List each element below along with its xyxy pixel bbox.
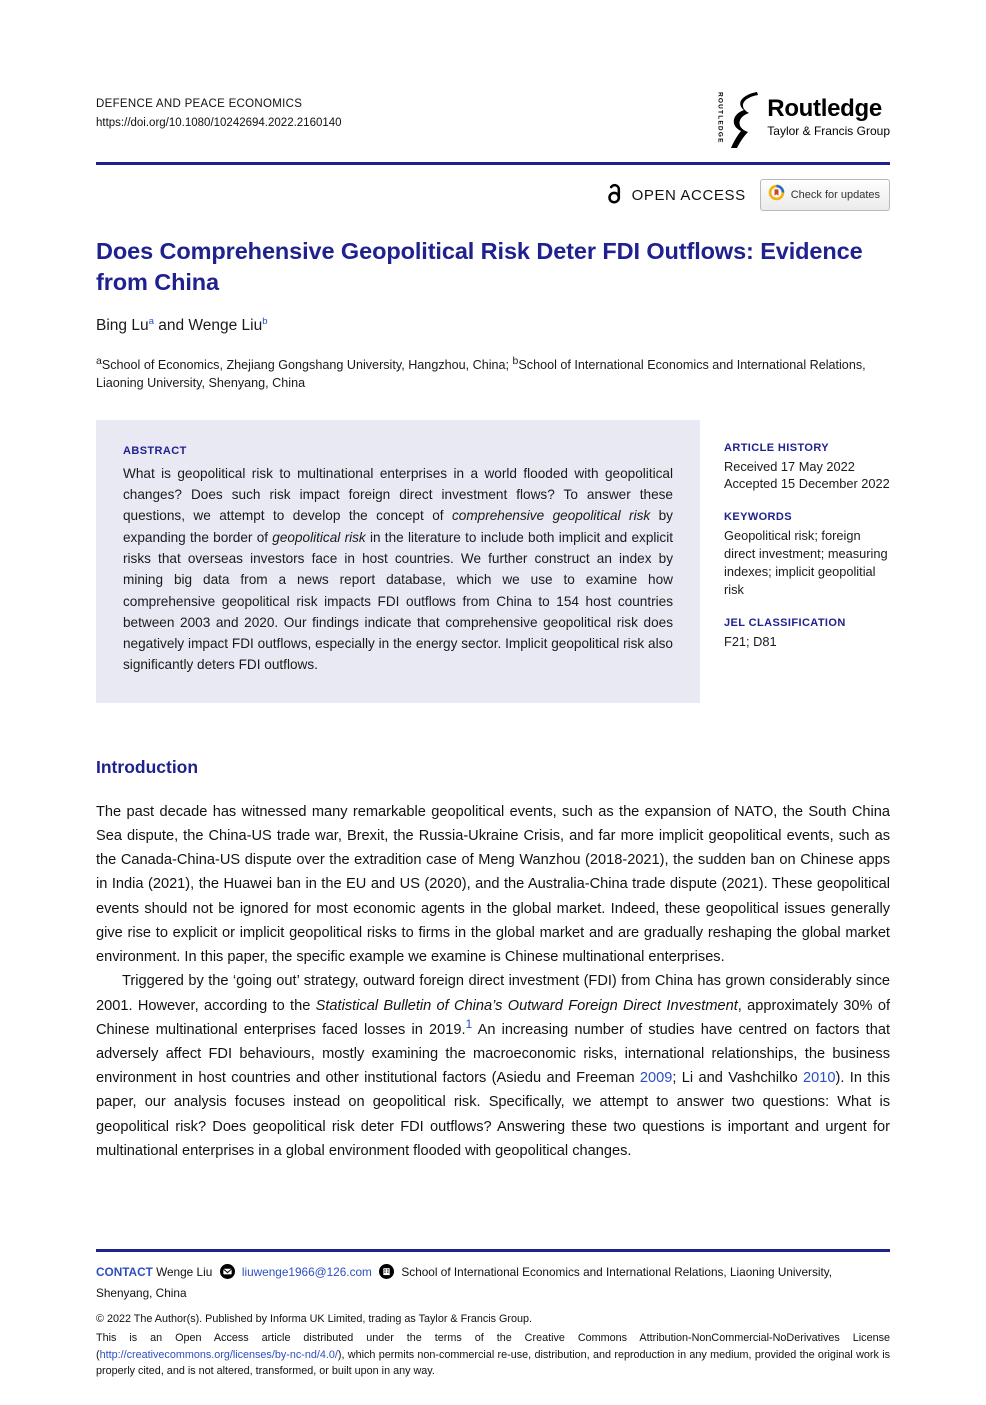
article-meta-sidebar [700,420,890,703]
open-access-row [96,180,890,210]
authors-line: Bing Lu$^a$ and Wenge Liu$^b$ [96,315,268,335]
intro-paragraph-2: Triggered by the ‘going out’ strategy, outward foreign direct investment (FDI) from China has grown considerably since 2001. However, according to the Statistical Bulletin of China’s Outward Foreign Direct Investment, approximately 30% of Chinese multinational enterprises faced losses in 2019.$^1$ An increasing number of studies have centred on factors that adversely affect FDI behaviours, mostly examining the macroeconomic risks, international relationships, the business environment in host countries and other institutional factors (Asiedu and Freeman 2009; Li and Vashchilko 2010). In this paper, our analysis focuses instead on geopolitical risk. Specifically, we attempt to answer two questions: What is geopolitical risk? Does geopolitical risk deter FDI outflows? Answering these two questions is important and urgent for multinational enterprises in a global environment flooded with geopolitical changes. [96,973,890,1159]
journal-name: DEFENCE AND PEACE ECONOMICS [96,98,303,110]
keywords-label: KEYWORDS [724,511,792,524]
article-history-section [724,442,890,494]
open-access-badge [605,181,746,210]
publisher-names [763,92,890,138]
license-text: This is an Open Access article distributed under the terms of the Creative Commons Attribution-NonCommercial-NoDerivatives License (http://creativecommons.org/licenses/by-nc-nd/4.0/), which permits non-commercial re-use, distribution, and reproduction in any medium, provided the original work is properly cited, and is not altered, transformed, or built upon in any way. [96,1332,890,1377]
copyright-line: © 2022 The Author(s). Published by Informa UK Limited, trading as Taylor & Francis Group. [96,1313,533,1326]
inline-link[interactable]: 1 [465,1016,473,1031]
publisher-group: Taylor & Francis Group [767,124,890,139]
affiliations: $^a$School of Economics, Zhejiang Gongshang University, Hangzhou, China; $^b$School of International Economics and International Relations, Liaoning University, Shenyang, China [96,354,866,391]
contact-label: CONTACT [96,1264,153,1279]
inline-link[interactable]: a [148,315,154,327]
accepted-date: Accepted 15 December 2022 [724,476,890,492]
routledge-vertical-text: ROUTLEDGE [716,92,724,144]
introduction-heading: Introduction [96,756,199,777]
received-date: Received 17 May 2022 [724,458,855,474]
journal-block [96,92,342,129]
article-title: Does Comprehensive Geopolitical Risk Deter FDI Outflows: Evidence from China [96,238,863,296]
publisher-name: Routledge [767,95,882,122]
routledge-logo-mark-icon [728,92,758,153]
footer-rule [96,1249,890,1252]
intro-paragraph-1: The past decade has witnessed many remarkable geopolitical events, such as the expansion of NATO, the South China Sea dispute, the China-US trade war, Brexit, the Russia-Ukraine Crisis, and far more implicit geopolitical events, such as the Canada-China-US dispute over the extradition case of Meng Wanzhou (2018-2021), the sudden ban on Chinese apps in India (2021), the Huawei ban in the EU and US (2020), and the Australia-China trade dispute (2021). These geopolitical events should not be ignored for most economic agents in the global market. Indeed, these geopolitical issues generally give rise to explicit or implicit geopolitical risks to firms in the global market and are gradually reshaping the global market environment. In this paper, the specific example we examine is Chinese multinational enterprises. [96,803,890,966]
page-header [96,92,890,153]
contact-name: Wenge Liu [156,1264,213,1279]
contact-line [96,1263,890,1303]
check-for-updates-button[interactable] [760,179,890,211]
page-footer [96,1239,890,1379]
envelope-icon [220,1264,235,1284]
open-access-label: OPEN ACCESS [631,186,746,204]
jel-section [724,617,890,651]
keywords-section [724,511,890,599]
inline-link[interactable]: http://creativecommons.org/licenses/by-nc-nd/4.0/ [99,1348,338,1361]
header-rule [96,162,890,165]
abstract-section [96,420,890,703]
contact-email-link[interactable]: liuwenge1966@126.com [241,1264,372,1279]
crossmark-icon [768,184,785,206]
article-history-label: ARTICLE HISTORY [724,441,830,454]
jel-text: F21; D81 [724,633,777,649]
keywords-text: Geopolitical risk; foreign direct investment; measuring indexes; implicit geopolitial risk [724,528,888,598]
abstract-box [96,420,700,703]
building-icon [379,1264,394,1284]
inline-link[interactable]: 2009 [639,1070,673,1087]
contact-affiliation: School of International Economics and International Relations, Liaoning University, Shenyang, China [96,1264,833,1301]
abstract-label: ABSTRACT [123,444,187,457]
check-for-updates-label: Check for updates [790,189,880,201]
doi-link[interactable]: https://doi.org/10.1080/10242694.2022.2160140 [96,117,342,129]
routledge-logo [716,92,890,153]
inline-link[interactable]: b [262,315,268,327]
abstract-body: What is geopolitical risk to multinational enterprises in a world flooded with geopolitical changes? Does such risk impact foreign direct investment flows? To answer these questions, we attempt to develop the concept of comprehensive geopolitical risk by expanding the border of geopolitical risk in the literature to include both implicit and explicit risks that overseas investors face in host countries. We further construct an index by mining big data from a news report database, which we use to examine how comprehensive geopolitical risk impacts FDI outflows from China to 154 host countries between 2003 and 2020. Our findings indicate that comprehensive geopolitical risk does negatively impact FDI outflows, especially in the energy sector. Implicit geopolitical risk also significantly deters FDI outflows. [123,465,674,673]
jel-label: JEL CLASSIFICATION [724,616,846,629]
open-lock-icon [605,181,625,210]
inline-link[interactable]: 2010 [803,1070,836,1087]
